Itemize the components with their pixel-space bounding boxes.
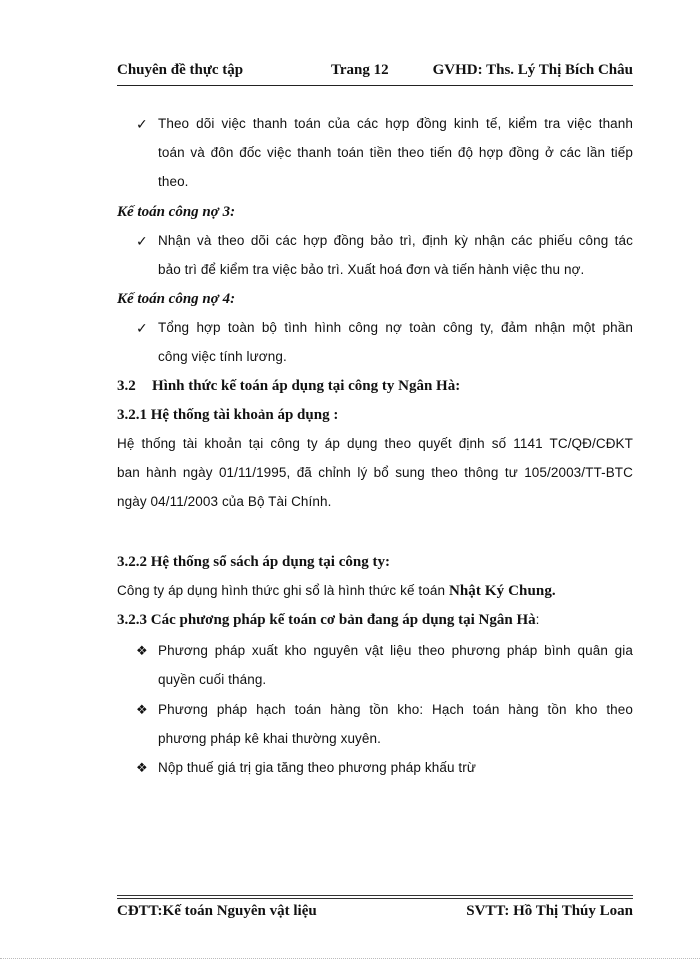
bullet-1-line-2: toán và đôn đốc việc thanh toán tiền theo tiến độ hợp đồng ở các lần tiếp [158, 145, 633, 160]
check-icon: ✓ [136, 320, 148, 336]
diamond-item-1-line-1: Phương pháp xuất kho nguyên vật liệu theo phương pháp bình quân gia [158, 643, 633, 658]
section-3-2-3-text: 3.2.3 Các phương pháp kế toán cơ bản đang áp dụng tại Ngân Hà [117, 612, 536, 628]
diamond-item-2-line-2: phương pháp kê khai thường xuyên. [158, 731, 381, 746]
subheading-ktcn3: Kế toán công nợ 3: [117, 204, 236, 220]
bullet-1-line-3: theo. [158, 174, 189, 189]
paragraph-1-line-3: ngày 04/11/2003 của Bộ Tài Chính. [117, 494, 332, 509]
paragraph-2 [117, 581, 556, 601]
check-icon: ✓ [136, 116, 148, 132]
bullet-2-line-1: Nhận và theo dõi các hợp đồng bảo trì, định kỳ nhận các phiếu công tác [158, 233, 633, 248]
section-3-2-1-title: 3.2.1 Hệ thống tài khoản áp dụng : [117, 407, 339, 423]
footer-rule [117, 895, 633, 896]
header-right: GVHD: Ths. Lý Thị Bích Châu [432, 62, 633, 78]
diamond-item-2-line-1: Phương pháp hạch toán hàng tồn kho: Hạch toán hàng tồn kho theo [158, 702, 633, 717]
footer-rule [117, 898, 633, 899]
subheading-ktcn4: Kế toán công nợ 4: [117, 291, 236, 307]
diamond-item-1-line-2: quyền cuối tháng. [158, 672, 267, 687]
diamond-bullet-icon: ❖ [136, 643, 148, 658]
paragraph-2-bold-term: Nhật Ký Chung. [448, 583, 556, 599]
diamond-bullet-icon: ❖ [136, 702, 148, 717]
section-3-2-2-title: 3.2.2 Hệ thống sổ sách áp dụng tại công ty: [117, 554, 390, 570]
paragraph-2-text: Công ty áp dụng hình thức ghi sổ là hình thức kế toán [117, 583, 449, 598]
bullet-3-line-1: Tổng hợp toàn bộ tình hình công nợ toàn công ty, đảm nhận một phần [158, 320, 633, 335]
footer-right: SVTT: Hồ Thị Thúy Loan [466, 903, 633, 919]
diamond-bullet-icon: ❖ [136, 760, 148, 775]
bullet-3-line-2: công việc tính lương. [158, 349, 287, 364]
bullet-1-line-1: Theo dõi việc thanh toán của các hợp đồng kinh tế, kiểm tra việc thanh [158, 116, 633, 131]
check-icon: ✓ [136, 233, 148, 249]
header-page-number: Trang 12 [331, 62, 389, 78]
page-bottom-border [0, 958, 700, 959]
diamond-item-3-line-1: Nộp thuế giá trị gia tăng theo phương pháp khấu trừ [158, 760, 476, 775]
footer-left: CĐTT:Kế toán Nguyên vật liệu [117, 903, 317, 919]
page-footer [117, 903, 633, 925]
paragraph-1-line-1: Hệ thống tài khoản tại công ty áp dụng theo quyết định số 1141 TC/QĐ/CĐKT [117, 436, 633, 451]
section-3-2-title: Hình thức kế toán áp dụng tại công ty Ngân Hà: [152, 378, 461, 394]
page-header [117, 62, 633, 84]
header-rule [117, 85, 633, 86]
header-left: Chuyên đề thực tập [117, 62, 244, 78]
paragraph-1-line-2: ban hành ngày 01/11/1995, đã chỉnh lý bổ sung theo thông tư 105/2003/TT-BTC [117, 465, 633, 480]
section-3-2-3-colon: : [535, 612, 540, 627]
bullet-2-line-2: bảo trì để kiểm tra việc bảo trì. Xuất hoá đơn và tiến hành việc thu nợ. [158, 262, 585, 277]
section-3-2-number: 3.2 [117, 378, 136, 394]
section-3-2-3-title [117, 610, 539, 630]
